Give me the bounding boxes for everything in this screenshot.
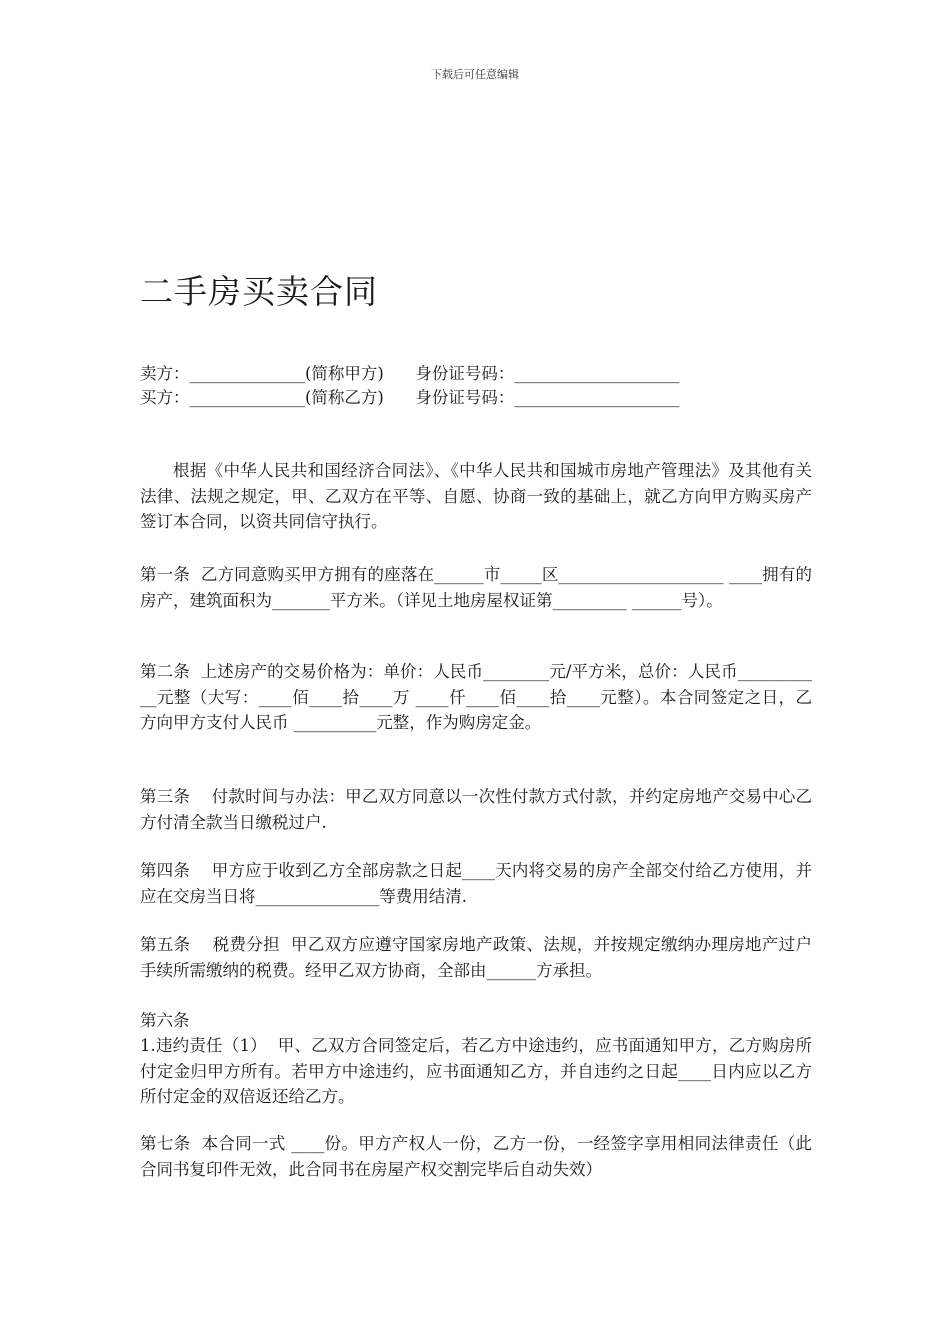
clause-4: 第四条 甲方应于收到乙方全部房款之日起____天内将交易的房产全部交付给乙方使用，并应在交房当日将_______________等费用结清.: [140, 861, 812, 906]
preamble-paragraph: 根据《中华人民共和国经济合同法》、《中华人民共和国城市房地产管理法》及其他有关法律、法规之规定，甲、乙双方在平等、自愿、协商一致的基础上，就乙方向甲方购买房产签订本合同，以资共同信守执行。: [140, 461, 812, 531]
parties-block: [140, 362, 820, 410]
page-title: 二手房买卖合同: [140, 272, 378, 311]
clause-2: 第二条 上述房产的交易价格为：单价：人民币________元/平方米，总价：人民币___________元整（大写：____佰____拾____万 ____仟____佰____拾____元整）。本合同签定之日，乙方向甲方支付人民币 __________元整，作为购房定金。: [140, 662, 812, 732]
clause-5: 第五条 税费分担 甲乙双方应遵守国家房地产政策、法规，并按规定缴纳办理房地产过户手续所需缴纳的税费。经甲乙双方协商，全部由______方承担。: [140, 935, 812, 980]
buyer-line: 买方：______________(简称乙方) 身份证号码：____________________: [140, 388, 680, 407]
seller-line: 卖方：______________(简称甲方) 身份证号码：____________________: [140, 364, 680, 383]
page-header-note: 下载后可任意编辑: [431, 68, 519, 81]
clause-3: 第三条 付款时间与办法：甲乙双方同意以一次性付款方式付款，并约定房地产交易中心乙方付清全款当日缴税过户.: [140, 787, 812, 832]
clause-7: 第七条 本合同一式 ____份。甲方产权人一份，乙方一份，一经签字享用相同法律责任（此合同书复印件无效，此合同书在房屋产权交割完毕后自动失效）: [140, 1134, 812, 1179]
clause-6-heading: 第六条: [140, 1011, 190, 1030]
clause-6: 1.违约责任（1） 甲、乙双方合同签定后，若乙方中途违约，应书面通知甲方，乙方购房所付定金归甲方所有。若甲方中途违约，应书面通知乙方，并自违约之日起____日内应以乙方所付定金的双倍返还给乙方。: [140, 1036, 812, 1106]
clause-1: 第一条 乙方同意购买甲方拥有的座落在______市_____区____________________ ____拥有的房产，建筑面积为_______平方米。（详见土地房屋权证第_________ ______号）。: [140, 565, 812, 610]
